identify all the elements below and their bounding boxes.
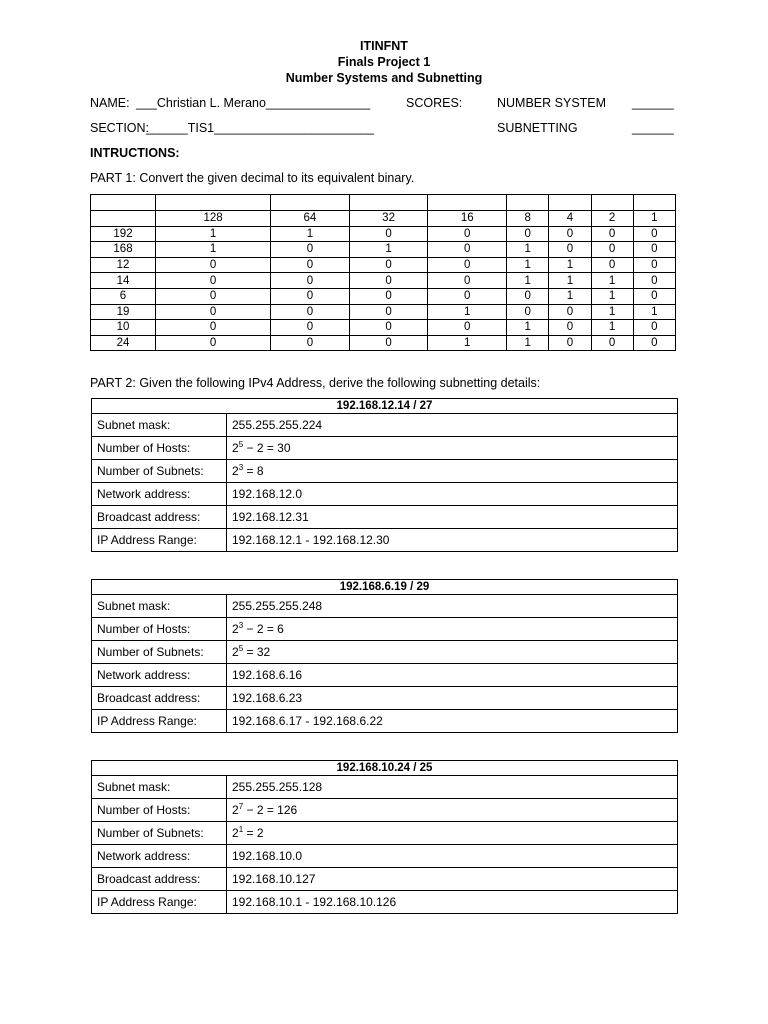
- table-row: [92, 618, 678, 641]
- decimal-cell: 12: [91, 257, 156, 273]
- ip-address-header: 192.168.10.24 / 25: [92, 761, 678, 776]
- number-of-hosts-label: Number of Hosts:: [92, 437, 227, 460]
- bit-cell: 0: [271, 242, 350, 258]
- bit-cell: 0: [271, 288, 350, 304]
- name-value: ___Christian L. Merano_______________: [136, 96, 371, 110]
- subnet-mask-label: Subnet mask:: [92, 776, 227, 799]
- subnet-mask-value: 255.255.255.248: [227, 595, 678, 618]
- part1-instruction: PART 1: Convert the given decimal to its equivalent binary.: [90, 171, 415, 185]
- subnet-table-header-row: [92, 399, 678, 414]
- bit-cell: 0: [156, 273, 271, 289]
- topic-title: Number Systems and Subnetting: [285, 71, 483, 85]
- table-row: [92, 822, 678, 845]
- subnet-table: [91, 579, 678, 733]
- table-row: [91, 257, 676, 273]
- table-cell: [507, 195, 549, 211]
- part2-instruction: PART 2: Given the following IPv4 Address, derive the following subnetting details:: [90, 376, 541, 390]
- bit-cell: 0: [633, 320, 675, 336]
- ip-address-header: 192.168.12.14 / 27: [92, 399, 678, 414]
- table-row: [92, 687, 678, 710]
- table-cell: [349, 195, 428, 211]
- bit-cell: 0: [507, 226, 549, 242]
- power-exponent: 7: [238, 802, 244, 811]
- table-cell: [633, 195, 675, 211]
- table-cell: [428, 195, 507, 211]
- subnetting-score: ______: [632, 121, 674, 135]
- subnet-table: [91, 398, 678, 552]
- bit-cell: 1: [156, 226, 271, 242]
- bit-cell: 0: [271, 273, 350, 289]
- ip-address-range-value: 192.168.12.1 - 192.168.12.30: [227, 529, 678, 552]
- power-base: 2: [232, 803, 239, 817]
- number-of-subnets-label: Number of Subnets:: [92, 822, 227, 845]
- bit-cell: 0: [549, 335, 591, 351]
- bit-cell: 0: [349, 304, 428, 320]
- bit-cell: 0: [156, 304, 271, 320]
- table-row: [92, 799, 678, 822]
- bit-cell: 0: [428, 320, 507, 336]
- table-cell: [271, 195, 350, 211]
- number-of-hosts-label: Number of Hosts:: [92, 618, 227, 641]
- ip-address-range-label: IP Address Range:: [92, 891, 227, 914]
- power-result: = 2: [243, 826, 264, 840]
- power-exponent: 1: [238, 825, 244, 834]
- bit-cell: 0: [349, 257, 428, 273]
- table-row: [91, 226, 676, 242]
- broadcast-address-value: 192.168.6.23: [227, 687, 678, 710]
- table-row: [91, 304, 676, 320]
- broadcast-address-label: Broadcast address:: [92, 687, 227, 710]
- bit-cell: 0: [156, 335, 271, 351]
- bit-header-cell: 4: [549, 211, 591, 227]
- network-address-label: Network address:: [92, 845, 227, 868]
- bit-header-cell: 8: [507, 211, 549, 227]
- subnet-table-header-row: [92, 580, 678, 595]
- table-row: [92, 595, 678, 618]
- bit-cell: 0: [271, 320, 350, 336]
- bit-cell: 0: [633, 257, 675, 273]
- bit-cell: 0: [428, 242, 507, 258]
- bit-cell: 1: [507, 273, 549, 289]
- subnet-mask-label: Subnet mask:: [92, 414, 227, 437]
- table-row: [92, 868, 678, 891]
- bit-cell: 0: [549, 226, 591, 242]
- table-cell: [91, 195, 156, 211]
- decimal-cell: 168: [91, 242, 156, 258]
- binary-conversion-table: [90, 194, 676, 351]
- subnet-mask-value: 255.255.255.224: [227, 414, 678, 437]
- number-of-subnets-label: Number of Subnets:: [92, 460, 227, 483]
- power-result: − 2 = 6: [243, 622, 284, 636]
- power-base: 2: [232, 464, 239, 478]
- bit-cell: 0: [549, 320, 591, 336]
- bit-cell: 1: [591, 304, 633, 320]
- ip-address-header: 192.168.6.19 / 29: [92, 580, 678, 595]
- network-address-value: 192.168.6.16: [227, 664, 678, 687]
- power-base: 2: [232, 826, 239, 840]
- document-title-block: [0, 38, 768, 86]
- bit-cell: 0: [271, 335, 350, 351]
- network-address-label: Network address:: [92, 664, 227, 687]
- table-row: [92, 641, 678, 664]
- bit-cell: 0: [156, 257, 271, 273]
- network-address-value: 192.168.12.0: [227, 483, 678, 506]
- bit-cell: 1: [591, 320, 633, 336]
- bit-cell: 0: [428, 226, 507, 242]
- bit-cell: 0: [549, 304, 591, 320]
- bit-cell: 0: [156, 320, 271, 336]
- table-row: [91, 273, 676, 289]
- network-address-label: Network address:: [92, 483, 227, 506]
- broadcast-address-label: Broadcast address:: [92, 868, 227, 891]
- bit-cell: 0: [349, 320, 428, 336]
- number-of-hosts-value: [227, 618, 678, 641]
- power-result: − 2 = 30: [243, 441, 291, 455]
- subnet-table: [91, 760, 678, 914]
- bit-header-cell: 2: [591, 211, 633, 227]
- bit-cell: 1: [349, 242, 428, 258]
- broadcast-address-label: Broadcast address:: [92, 506, 227, 529]
- ip-address-range-value: 192.168.10.1 - 192.168.10.126: [227, 891, 678, 914]
- bit-cell: 0: [428, 257, 507, 273]
- bit-cell: 0: [271, 304, 350, 320]
- number-of-subnets-value: [227, 460, 678, 483]
- number-system-label: NUMBER SYSTEM: [497, 96, 607, 110]
- power-base: 2: [232, 441, 239, 455]
- bit-header-cell: 64: [271, 211, 350, 227]
- table-cell: [91, 211, 156, 227]
- table-row: [92, 414, 678, 437]
- instructions-heading: INTRUCTIONS:: [90, 146, 180, 160]
- bit-cell: 0: [271, 257, 350, 273]
- bit-cell: 1: [156, 242, 271, 258]
- bit-cell: 0: [549, 242, 591, 258]
- bit-cell: 1: [549, 257, 591, 273]
- bit-cell: 0: [428, 273, 507, 289]
- number-of-hosts-value: [227, 799, 678, 822]
- number-of-subnets-value: [227, 822, 678, 845]
- bit-cell: 1: [507, 242, 549, 258]
- bit-cell: 0: [633, 335, 675, 351]
- scores-label: SCORES:: [406, 96, 463, 110]
- bit-cell: 0: [349, 273, 428, 289]
- bit-cell: 1: [507, 257, 549, 273]
- ip-address-range-label: IP Address Range:: [92, 710, 227, 733]
- table-row: [92, 664, 678, 687]
- bit-cell: 1: [507, 320, 549, 336]
- bit-cell: 1: [591, 288, 633, 304]
- section-value: ______TIS1_______________________: [146, 121, 375, 135]
- power-result: − 2 = 126: [243, 803, 298, 817]
- subnet-table-header-row: [92, 761, 678, 776]
- bit-cell: 1: [591, 273, 633, 289]
- table-row: [91, 320, 676, 336]
- bit-cell: 0: [633, 273, 675, 289]
- decimal-cell: 14: [91, 273, 156, 289]
- bit-cell: 1: [633, 304, 675, 320]
- subnetting-label: SUBNETTING: [497, 121, 578, 135]
- subnet-mask-label: Subnet mask:: [92, 595, 227, 618]
- ip-address-range-value: 192.168.6.17 - 192.168.6.22: [227, 710, 678, 733]
- bit-header-cell: 128: [156, 211, 271, 227]
- power-exponent: 5: [238, 440, 244, 449]
- table-row: [92, 460, 678, 483]
- table-blank-row: [91, 195, 676, 211]
- table-row: [92, 506, 678, 529]
- number-of-hosts-label: Number of Hosts:: [92, 799, 227, 822]
- table-row: [92, 483, 678, 506]
- bit-header-cell: 32: [349, 211, 428, 227]
- bit-cell: 0: [591, 257, 633, 273]
- table-row: [91, 242, 676, 258]
- project-title: Finals Project 1: [337, 55, 431, 69]
- table-row: [91, 288, 676, 304]
- number-of-subnets-label: Number of Subnets:: [92, 641, 227, 664]
- table-row: [92, 437, 678, 460]
- bit-cell: 1: [428, 335, 507, 351]
- number-of-hosts-value: [227, 437, 678, 460]
- table-row: [91, 335, 676, 351]
- decimal-cell: 6: [91, 288, 156, 304]
- bit-cell: 0: [591, 226, 633, 242]
- table-row: [92, 776, 678, 799]
- bit-header-row: [91, 211, 676, 227]
- broadcast-address-value: 192.168.12.31: [227, 506, 678, 529]
- power-base: 2: [232, 622, 239, 636]
- bit-cell: 0: [633, 288, 675, 304]
- bit-cell: 0: [633, 242, 675, 258]
- bit-cell: 0: [156, 288, 271, 304]
- bit-cell: 0: [591, 335, 633, 351]
- number-system-score: ______: [632, 96, 674, 110]
- bit-cell: 1: [271, 226, 350, 242]
- table-row: [92, 710, 678, 733]
- course-code: ITINFNT: [360, 39, 408, 53]
- bit-cell: 0: [507, 288, 549, 304]
- table-cell: [591, 195, 633, 211]
- bit-cell: 0: [428, 288, 507, 304]
- table-row: [92, 891, 678, 914]
- bit-cell: 0: [349, 335, 428, 351]
- table-row: [92, 845, 678, 868]
- section-label: SECTION:: [90, 121, 150, 135]
- table-cell: [156, 195, 271, 211]
- broadcast-address-value: 192.168.10.127: [227, 868, 678, 891]
- power-exponent: 3: [238, 621, 244, 630]
- power-result: = 8: [243, 464, 264, 478]
- decimal-cell: 19: [91, 304, 156, 320]
- name-label: NAME:: [90, 96, 130, 110]
- bit-cell: 1: [507, 335, 549, 351]
- bit-header-cell: 16: [428, 211, 507, 227]
- table-cell: [549, 195, 591, 211]
- bit-cell: 1: [549, 273, 591, 289]
- decimal-cell: 10: [91, 320, 156, 336]
- bit-cell: 1: [428, 304, 507, 320]
- bit-cell: 0: [633, 226, 675, 242]
- decimal-cell: 192: [91, 226, 156, 242]
- subnet-mask-value: 255.255.255.128: [227, 776, 678, 799]
- power-result: = 32: [243, 645, 271, 659]
- bit-cell: 0: [349, 288, 428, 304]
- bit-cell: 1: [549, 288, 591, 304]
- decimal-cell: 24: [91, 335, 156, 351]
- network-address-value: 192.168.10.0: [227, 845, 678, 868]
- bit-cell: 0: [507, 304, 549, 320]
- bit-cell: 0: [591, 242, 633, 258]
- bit-header-cell: 1: [633, 211, 675, 227]
- bit-cell: 0: [349, 226, 428, 242]
- power-exponent: 5: [238, 644, 244, 653]
- table-row: [92, 529, 678, 552]
- power-exponent: 3: [238, 463, 244, 472]
- power-base: 2: [232, 645, 239, 659]
- number-of-subnets-value: [227, 641, 678, 664]
- ip-address-range-label: IP Address Range:: [92, 529, 227, 552]
